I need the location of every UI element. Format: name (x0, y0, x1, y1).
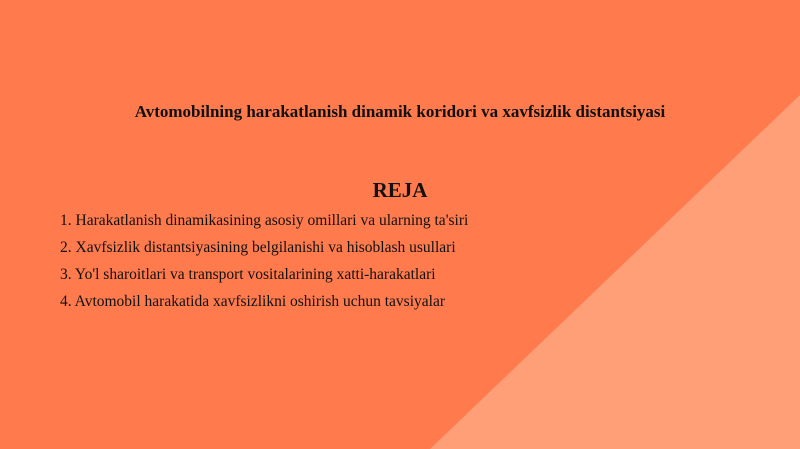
plan-heading: REJA (372, 178, 428, 202)
plan-list (60, 207, 468, 315)
plan-item: 3. Yo'l sharoitlari va transport vositalarining xatti-harakatlari (60, 266, 436, 283)
slide-title: Avtomobilning harakatlanish dinamik koridori va xavfsizlik distantsiyasi (134, 102, 666, 121)
plan-item: 2. Xavfsizlik distantsiyasining belgilanishi va hisoblash usullari (60, 239, 456, 256)
corner-triangle-shape (430, 95, 800, 449)
plan-item: 1. Harakatlanish dinamikasining asosiy omillari va ularning ta'siri (60, 212, 469, 229)
plan-item: 4. Avtomobil harakatida xavfsizlikni oshirish uchun tavsiyalar (60, 293, 445, 310)
